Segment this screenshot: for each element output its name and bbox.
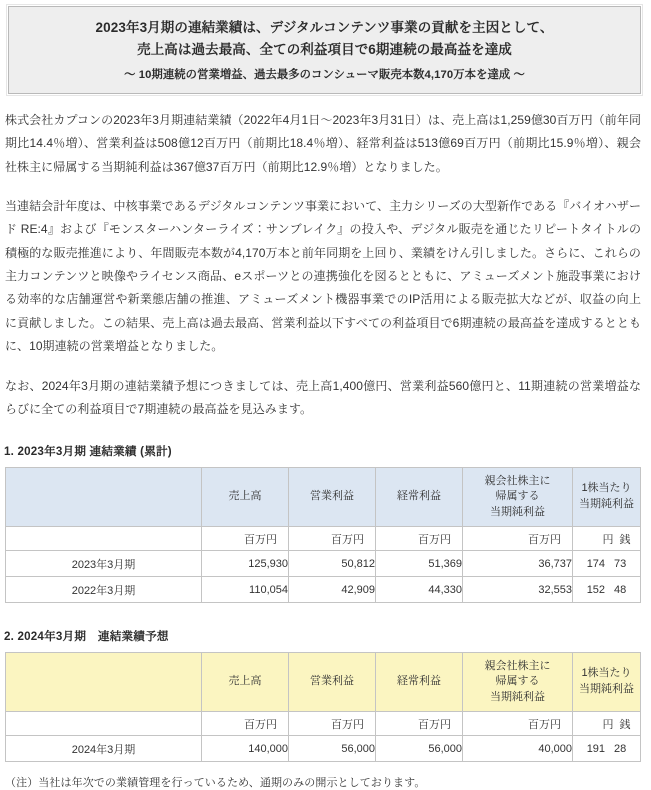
eps-line-1: 1株当たり [581, 667, 632, 680]
header-cell-label [6, 653, 202, 712]
consolidated-forecast-table [5, 652, 641, 762]
net-income-line-3: 当期純利益 [490, 506, 545, 519]
section-title-forecast: 2. 2024年3月期 連結業績予想 [4, 630, 169, 644]
cell-net-income-fy2022: 32,553 [463, 577, 573, 603]
table-header-row [6, 653, 641, 712]
row-label-fy2023: 2023年3月期 [6, 551, 202, 577]
cell-ordinary-income-fy2022: 44,330 [376, 577, 463, 603]
cell-ordinary-income-fy2024: 56,000 [376, 736, 463, 762]
cell-eps-yen-fy2022: 152 [586, 583, 606, 596]
cell-eps-sen-fy2022: 48 [614, 583, 627, 596]
unit-cell-net-income: 百万円 [463, 527, 573, 551]
paragraph-business-detail: 当連結会計年度は、中核事業であるデジタルコンテンツ事業において、主力シリーズの大型新作である『バイオハザード RE:4』および『モンスターハンターライズ：サンブレイク』の投入や、デジタル販売を通じたリピートタイトルの積極的な販売推進により、年間販売本数が4,170万本と前年同期を上回り、業績をけん引しました。さらに、これらの主力コンテンツと映像やライセンス商品、eスポーツとの連携強化を図るとともに、アミューズメント施設事業における効率的な店舗運営や新業態店舗の推進、アミューズメント機器事業でのIP活用による販売拡大などが、収益の向上に貢献しました。この結果、売上高は過去最高、営業利益以下すべての利益項目で6期連続の最高益を達成するとともに、10期連続の営業増益となりました。 [5, 198, 641, 354]
cell-operating-income-fy2022: 42,909 [289, 577, 376, 603]
net-income-line-2: 帰属する [495, 490, 540, 503]
cell-ordinary-income-fy2023: 51,369 [376, 551, 463, 577]
cell-eps-sen-fy2024: 28 [614, 742, 627, 755]
table-row [6, 736, 641, 762]
eps-line-2: 当期純利益 [579, 498, 634, 511]
cell-operating-income-fy2024: 56,000 [289, 736, 376, 762]
net-income-line-2: 帰属する [495, 675, 540, 688]
cell-net-income-fy2024: 40,000 [463, 736, 573, 762]
financial-results-page [0, 6, 651, 790]
unit-cell-eps: 円 銭 [573, 527, 641, 551]
cell-eps-yen-fy2024: 191 [586, 742, 606, 755]
unit-cell-net-income: 百万円 [463, 712, 573, 736]
unit-cell-operating-income: 百万円 [289, 527, 376, 551]
table-unit-row [6, 527, 641, 551]
cell-eps-sen-fy2023: 73 [614, 557, 627, 570]
consolidated-results-table [5, 467, 641, 603]
headline-banner [8, 6, 641, 94]
row-label-fy2022: 2022年3月期 [6, 577, 202, 603]
header-cell-operating-income: 営業利益 [289, 468, 376, 527]
table-row [6, 577, 641, 603]
cell-net-income-fy2023: 36,737 [463, 551, 573, 577]
cell-sales-fy2022: 110,054 [202, 577, 289, 603]
unit-cell-blank [6, 527, 202, 551]
unit-cell-eps: 円 銭 [573, 712, 641, 736]
cell-sales-fy2024: 140,000 [202, 736, 289, 762]
header-cell-label [6, 468, 202, 527]
header-cell-ordinary-income: 経常利益 [376, 468, 463, 527]
unit-cell-ordinary-income: 百万円 [376, 527, 463, 551]
table-unit-row [6, 712, 641, 736]
cell-operating-income-fy2023: 50,812 [289, 551, 376, 577]
header-cell-eps [573, 468, 641, 527]
body-text-area [0, 109, 651, 422]
cell-sales-fy2023: 125,930 [202, 551, 289, 577]
unit-cell-operating-income: 百万円 [289, 712, 376, 736]
header-cell-operating-income: 営業利益 [289, 653, 376, 712]
headline-line-2: 売上高は過去最高、全ての利益項目で6期連続の最高益を達成 [137, 41, 512, 57]
paragraph-forecast: なお、2024年3月期の連結業績予想につきましては、売上高1,400億円、営業利益560億円と、11期連続の営業増益ならびに全ての利益項目で7期連続の最高益を見込みます。 [5, 378, 641, 417]
eps-line-2: 当期純利益 [579, 683, 634, 696]
table-header-row [6, 468, 641, 527]
headline-line-1: 2023年3月期の連結業績は、デジタルコンテンツ事業の貢献を主因として、 [95, 20, 554, 35]
footnote: （注）当社は年次での業績管理を行っているため、通期のみの開示としております。 [5, 777, 426, 790]
cell-eps-fy2022 [573, 577, 641, 603]
header-cell-sales: 売上高 [202, 468, 289, 527]
net-income-line-1: 親会社株主に [484, 659, 551, 672]
header-cell-eps [573, 653, 641, 712]
header-cell-sales: 売上高 [202, 653, 289, 712]
header-cell-net-income [463, 468, 573, 527]
header-cell-ordinary-income: 経常利益 [376, 653, 463, 712]
net-income-line-1: 親会社株主に [484, 474, 551, 487]
unit-cell-sales: 百万円 [202, 527, 289, 551]
cell-eps-fy2023 [573, 551, 641, 577]
headline-subtitle: 〜 10期連続の営業増益、過去最多のコンシューマ販売本数4,170万本を達成 〜 [124, 68, 525, 81]
unit-cell-blank [6, 712, 202, 736]
table-row [6, 551, 641, 577]
paragraph-results-summary: 株式会社カプコンの2023年3月期連結業績（2022年4月1日〜2023年3月31日）は、売上高は1,259億30百万円（前年同期比14.4％増）、営業利益は508億12百万円（前期比18.4％増）、経常利益は513億69百万円（前期比15.9％増）、親会社株主に帰属する当期純利益は367億37百万円（前期比12.9％増）となりました。 [5, 112, 641, 174]
cell-eps-yen-fy2023: 174 [586, 557, 606, 570]
net-income-line-3: 当期純利益 [490, 691, 545, 704]
section-title-results: 1. 2023年3月期 連結業績 (累計) [4, 445, 172, 459]
row-label-fy2024: 2024年3月期 [6, 736, 202, 762]
header-cell-net-income [463, 653, 573, 712]
unit-cell-ordinary-income: 百万円 [376, 712, 463, 736]
eps-line-1: 1株当たり [581, 482, 632, 495]
cell-eps-fy2024 [573, 736, 641, 762]
unit-cell-sales: 百万円 [202, 712, 289, 736]
